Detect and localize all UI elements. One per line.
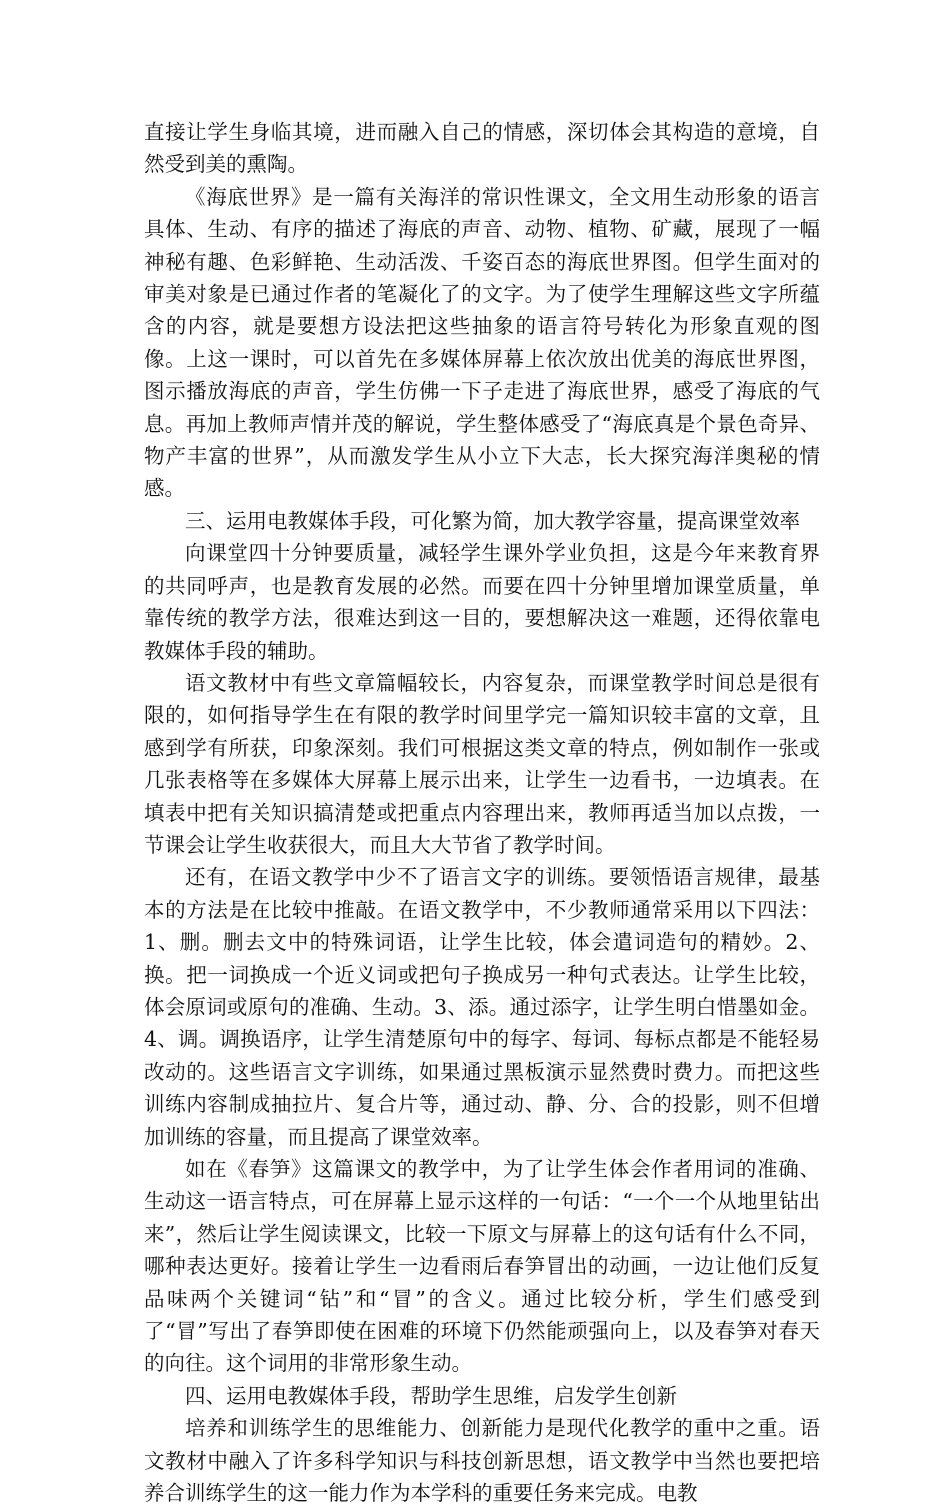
- paragraph-continuation: 直接让学生身临其境，进而融入自己的情感，深切体会其构造的意境，自然受到美的熏陶。: [144, 120, 820, 177]
- document-page: [144, 116, 820, 1509]
- paragraph-chunsun-example: 如在《春笋》这篇课文的教学中，为了让学生体会作者用词的准确、生动这一语言特点，可在屏幕上显示这样的一句话：“一个一个从地里钻出来”，然后让学生阅读课文，比较一下原文与屏幕上的这句话有什么不同，哪种表达更好。接着让学生一边看雨后春笋冒出的动画，一边让他们反复品味两个关键词“钻”和“冒”的含义。通过比较分析，学生们感受到了“冒”写出了春笋即使在困难的环境下仍然能顽强向上，以及春笋对春天的向往。这个词用的非常形象生动。: [144, 1157, 820, 1376]
- paragraph-thinking-ability: 培养和训练学生的思维能力、创新能力是现代化教学的重中之重。语文教材中融入了许多科学知识与科技创新思想，语文教学中当然也要把培养合训练学生的这一能力作为本学科的重要任务来完成。电教: [144, 1416, 820, 1506]
- section-heading-3: 三、运用电教媒体手段，可化繁为简，加大教学容量，提高课堂效率: [185, 508, 800, 533]
- paragraph-language-training: 还有，在语文教学中少不了语言文字的训练。要领悟语言规律，最基本的方法是在比较中推敲。在语文教学中，不少教师通常采用以下四法：1、删。删去文中的特殊词语，让学生比较，体会遣词造句的精妙。2、换。把一词换成一个近义词或把句子换成另一种句式表达。让学生比较，体会原词或原句的准确、生动。3、添。通过添字，让学生明白惜墨如金。4、调。调换语序，让学生清楚原句中的每字、每词、每标点都是不能轻易改动的。这些语言文字训练，如果通过黑板演示显然费时费力。而把这些训练内容制成抽拉片、复合片等，通过动、静、分、合的投影，则不但增加训练的容量，而且提高了课堂效率。: [144, 865, 820, 1149]
- section-heading-4: 四、运用电教媒体手段，帮助学生思维，启发学生创新: [185, 1383, 677, 1408]
- paragraph-long-texts: 语文教材中有些文章篇幅较长，内容复杂，而课堂教学时间总是很有限的，如何指导学生在有限的教学时间里学完一篇知识较丰富的文章，且感到学有所获，印象深刻。我们可根据这类文章的特点，例如制作一张或几张表格等在多媒体大屏幕上展示出来，让学生一边看书，一边填表。在填表中把有关知识搞清楚或把重点内容理出来，教师再适当加以点拨，一节课会让学生收获很大，而且大大节省了教学时间。: [144, 670, 820, 857]
- paragraph-haidi-shijie: 《海底世界》是一篇有关海洋的常识性课文，全文用生动形象的语言具体、生动、有序的描述了海底的声音、动物、植物、矿藏，展现了一幅神秘有趣、色彩鲜艳、生动活泼、千姿百态的海底世界图。但学生面对的审美对象是已通过作者的笔凝化了的文字。为了使学生理解这些文字所蕴含的内容，就是要想方设法把这些抽象的语言符号转化为形象直观的图像。上这一课时，可以首先在多媒体屏幕上依次放出优美的海底世界图，图示播放海底的声音，学生仿佛一下子走进了海底世界，感受了海底的气息。再加上教师声情并茂的解说，学生整体感受了“海底真是个景色奇异、物产丰富的世界”，从而激发学生从小立下大志，长大探究海洋奥秘的情感。: [144, 184, 820, 501]
- paragraph-classroom-quality: 向课堂四十分钟要质量，减轻学生课外学业负担，这是今年来教育界的共同呼声，也是教育发展的必然。而要在四十分钟里增加课堂质量，单靠传统的教学方法，很难达到这一目的，要想解决这一难题，还得依靠电教媒体手段的辅助。: [144, 541, 820, 663]
